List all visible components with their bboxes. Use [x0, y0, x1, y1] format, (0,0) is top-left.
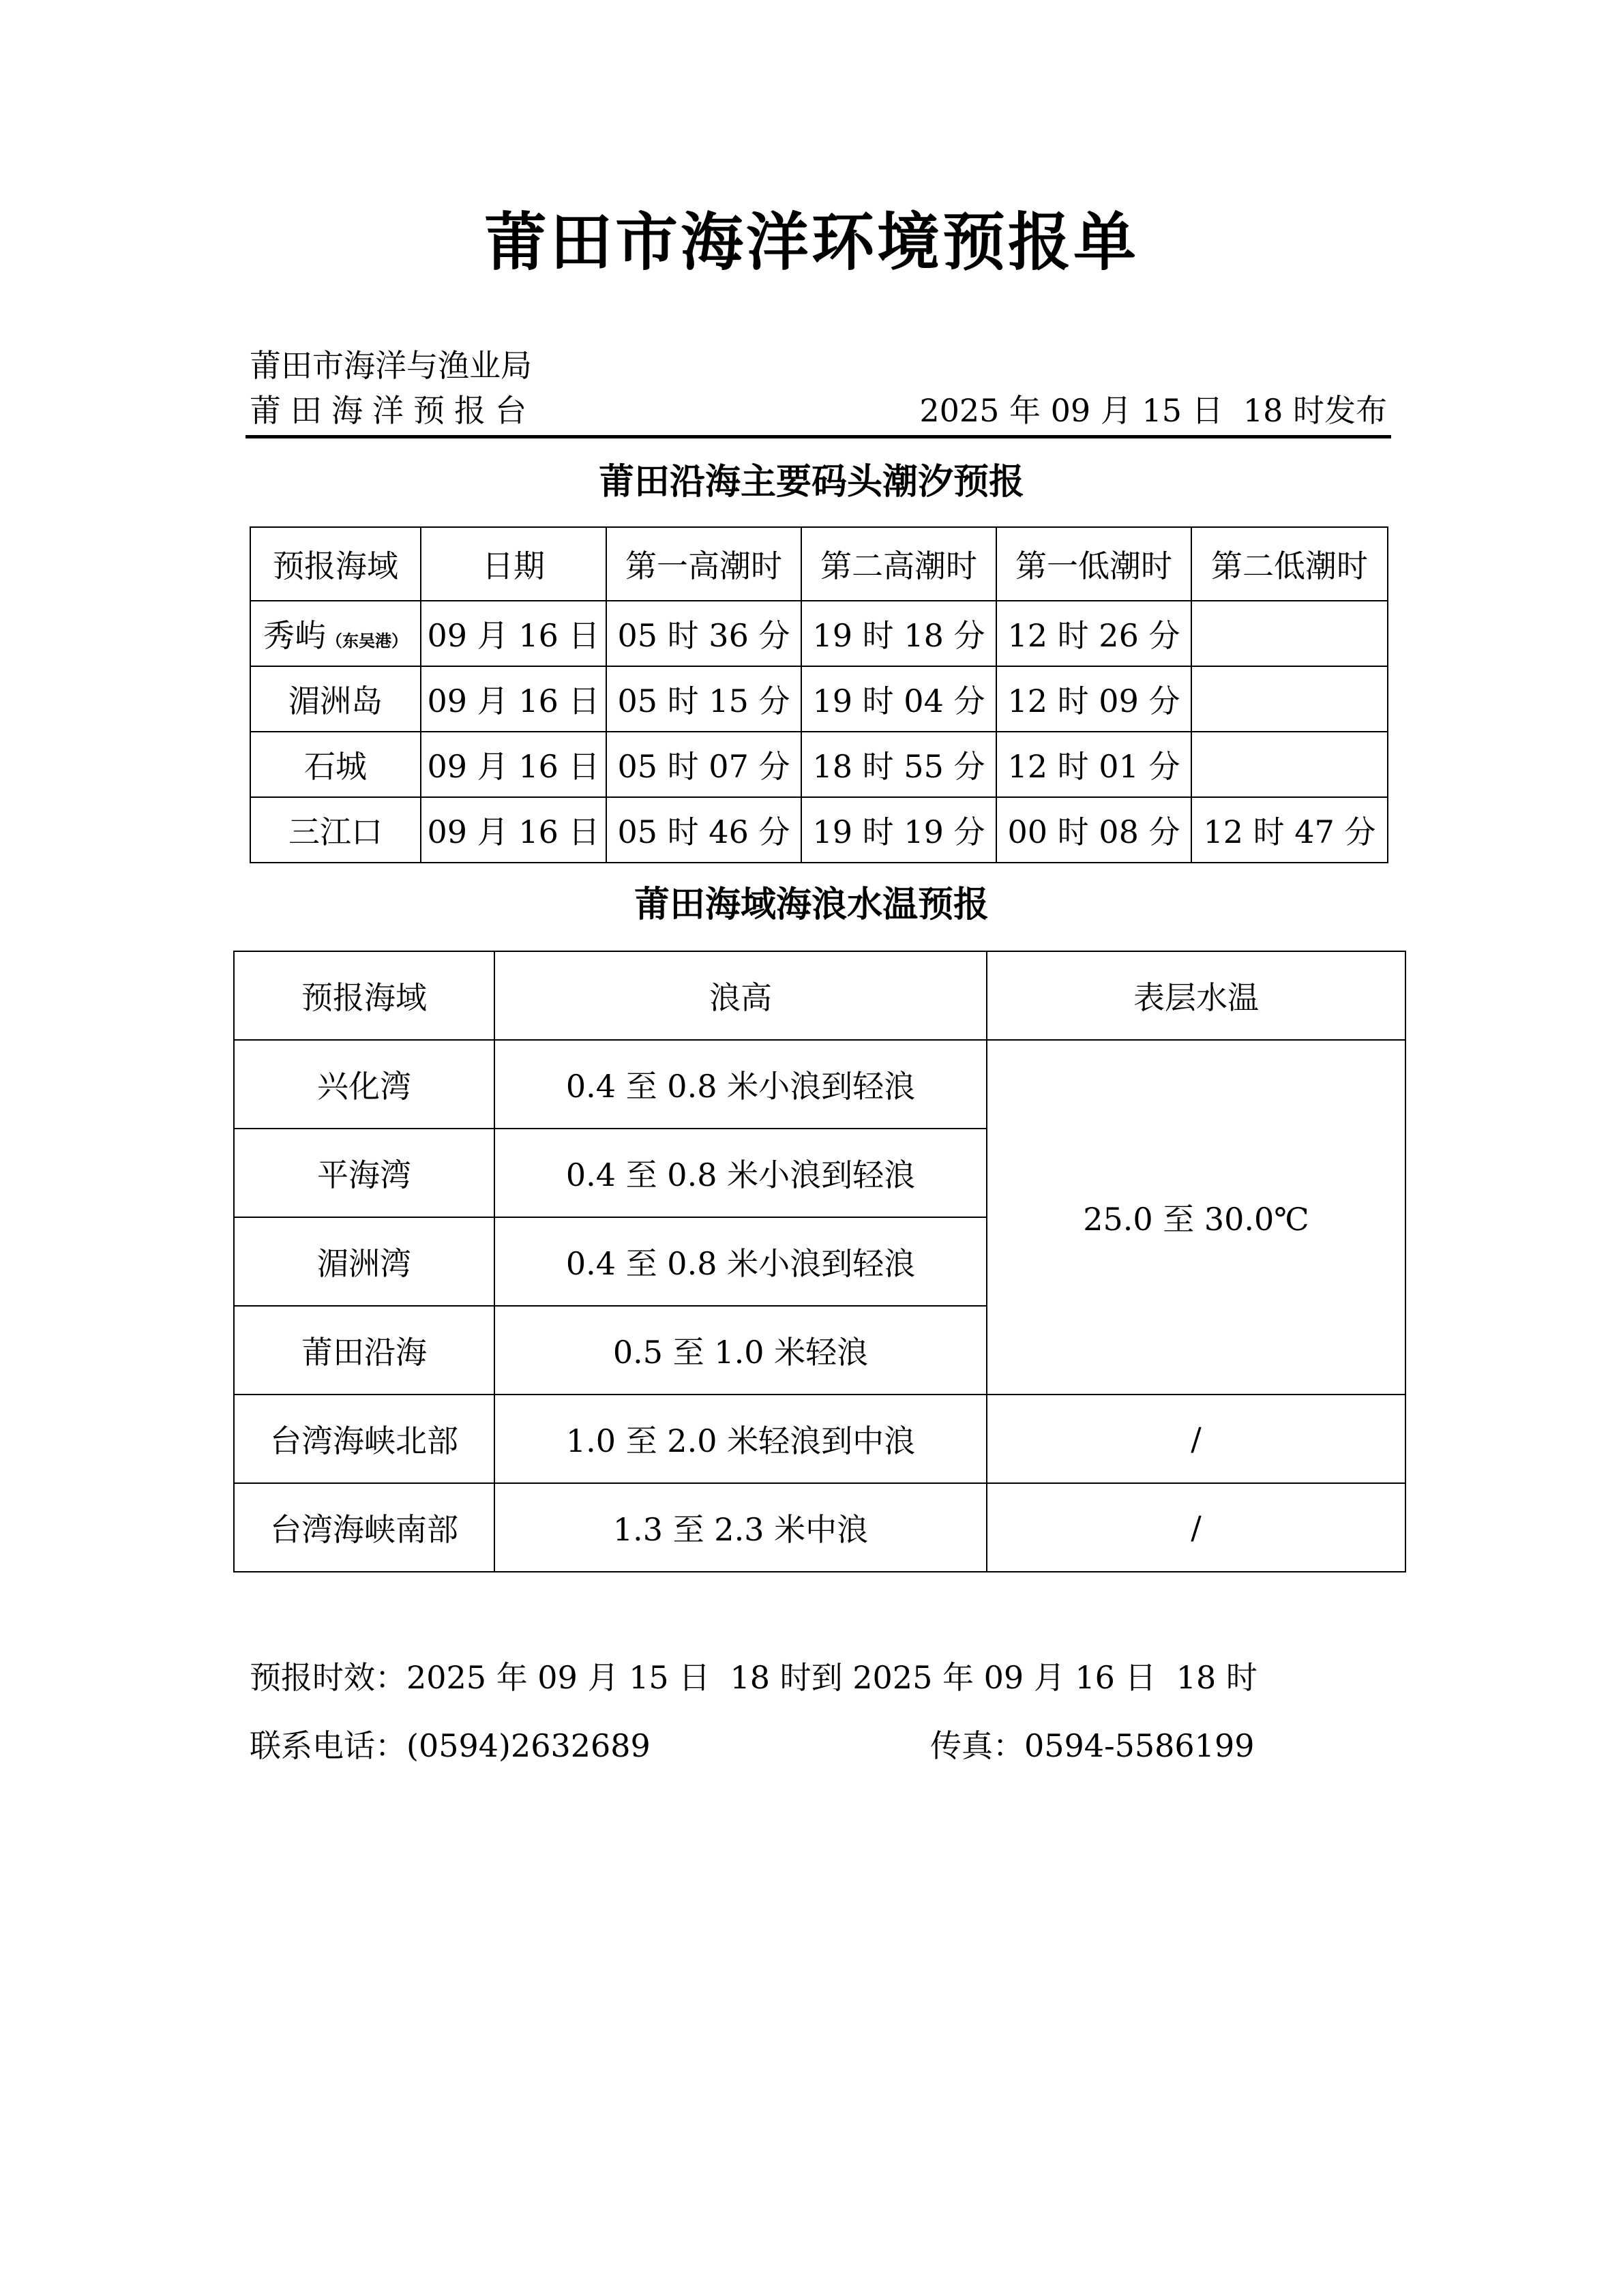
table-row — [234, 1483, 1405, 1572]
table-row — [250, 666, 1388, 732]
date-cell: 09 月 16 日 — [421, 601, 606, 666]
column-header: 浪高 — [494, 951, 987, 1040]
area-cell: 莆田沿海 — [234, 1306, 494, 1395]
low-tide-1-cell: 12 时 09 分 — [996, 666, 1191, 732]
column-header: 预报海域 — [250, 527, 421, 601]
table-row — [250, 601, 1388, 666]
column-header: 第二高潮时 — [801, 527, 996, 601]
table-row — [250, 732, 1388, 797]
area-cell: 平海湾 — [234, 1129, 494, 1217]
area-cell: 三江口 — [250, 797, 421, 863]
wave-height-cell: 1.0 至 2.0 米轻浪到中浪 — [494, 1395, 987, 1483]
low-tide-2-cell — [1191, 732, 1388, 797]
area-cell: 石城 — [250, 732, 421, 797]
column-header: 第二低潮时 — [1191, 527, 1388, 601]
area-name: 秀屿 — [263, 617, 326, 654]
issue-time: 2025 年 09 月 15 日 18 时发布 — [919, 392, 1387, 429]
high-tide-2-cell: 19 时 18 分 — [801, 601, 996, 666]
table-row — [234, 1395, 1405, 1483]
wave-header-row — [234, 951, 1405, 1040]
contact-phone: 联系电话：(0594)2632689 — [250, 1727, 651, 1764]
high-tide-1-cell: 05 时 15 分 — [606, 666, 801, 732]
column-header: 表层水温 — [987, 951, 1405, 1040]
table-row — [234, 1040, 1405, 1129]
high-tide-1-cell: 05 时 46 分 — [606, 797, 801, 863]
date-cell: 09 月 16 日 — [421, 666, 606, 732]
tide-header-row — [250, 527, 1388, 601]
wave-height-cell: 0.5 至 1.0 米轻浪 — [494, 1306, 987, 1395]
header-divider — [245, 435, 1391, 438]
low-tide-2-cell: 12 时 47 分 — [1191, 797, 1388, 863]
column-header: 第一高潮时 — [606, 527, 801, 601]
wave-height-cell: 0.4 至 0.8 米小浪到轻浪 — [494, 1217, 987, 1306]
document-title: 莆田市海洋环境预报单 — [483, 205, 1139, 279]
area-cell: 台湾海峡南部 — [234, 1483, 494, 1572]
high-tide-1-cell: 05 时 36 分 — [606, 601, 801, 666]
wave-temperature-table — [233, 951, 1406, 1572]
high-tide-2-cell: 19 时 04 分 — [801, 666, 996, 732]
date-cell: 09 月 16 日 — [421, 797, 606, 863]
forecast-validity: 预报时效：2025 年 09 月 15 日 18 时到 2025 年 09 月 16 日 18 时 — [250, 1659, 1257, 1696]
high-tide-2-cell: 19 时 19 分 — [801, 797, 996, 863]
column-header: 第一低潮时 — [996, 527, 1191, 601]
wave-section-title: 莆田海域海浪水温预报 — [634, 884, 989, 925]
high-tide-1-cell: 05 时 07 分 — [606, 732, 801, 797]
column-header: 日期 — [421, 527, 606, 601]
issuing-agency: 莆田市海洋与渔业局 — [250, 347, 532, 384]
column-header: 预报海域 — [234, 951, 494, 1040]
surface-temp-cell: / — [987, 1395, 1405, 1483]
low-tide-2-cell — [1191, 666, 1388, 732]
low-tide-1-cell: 00 时 08 分 — [996, 797, 1191, 863]
area-cell — [250, 601, 421, 666]
area-cell: 湄洲岛 — [250, 666, 421, 732]
contact-fax: 传真：0594-5586199 — [930, 1727, 1255, 1764]
wave-height-cell: 0.4 至 0.8 米小浪到轻浪 — [494, 1129, 987, 1217]
low-tide-1-cell: 12 时 26 分 — [996, 601, 1191, 666]
wave-height-cell: 0.4 至 0.8 米小浪到轻浪 — [494, 1040, 987, 1129]
area-note: （东吴港） — [326, 631, 408, 651]
tide-section-title: 莆田沿海主要码头潮汐预报 — [598, 461, 1024, 503]
surface-temp-cell: / — [987, 1483, 1405, 1572]
forecast-station: 莆田海洋预报台 — [250, 392, 536, 429]
wave-height-cell: 1.3 至 2.3 米中浪 — [494, 1483, 987, 1572]
date-cell: 09 月 16 日 — [421, 732, 606, 797]
area-cell: 兴化湾 — [234, 1040, 494, 1129]
low-tide-1-cell: 12 时 01 分 — [996, 732, 1191, 797]
tide-forecast-table — [250, 526, 1388, 863]
area-cell: 湄洲湾 — [234, 1217, 494, 1306]
low-tide-2-cell — [1191, 601, 1388, 666]
table-row — [250, 797, 1388, 863]
high-tide-2-cell: 18 时 55 分 — [801, 732, 996, 797]
surface-temp-cell: 25.0 至 30.0℃ — [987, 1040, 1405, 1395]
area-cell: 台湾海峡北部 — [234, 1395, 494, 1483]
